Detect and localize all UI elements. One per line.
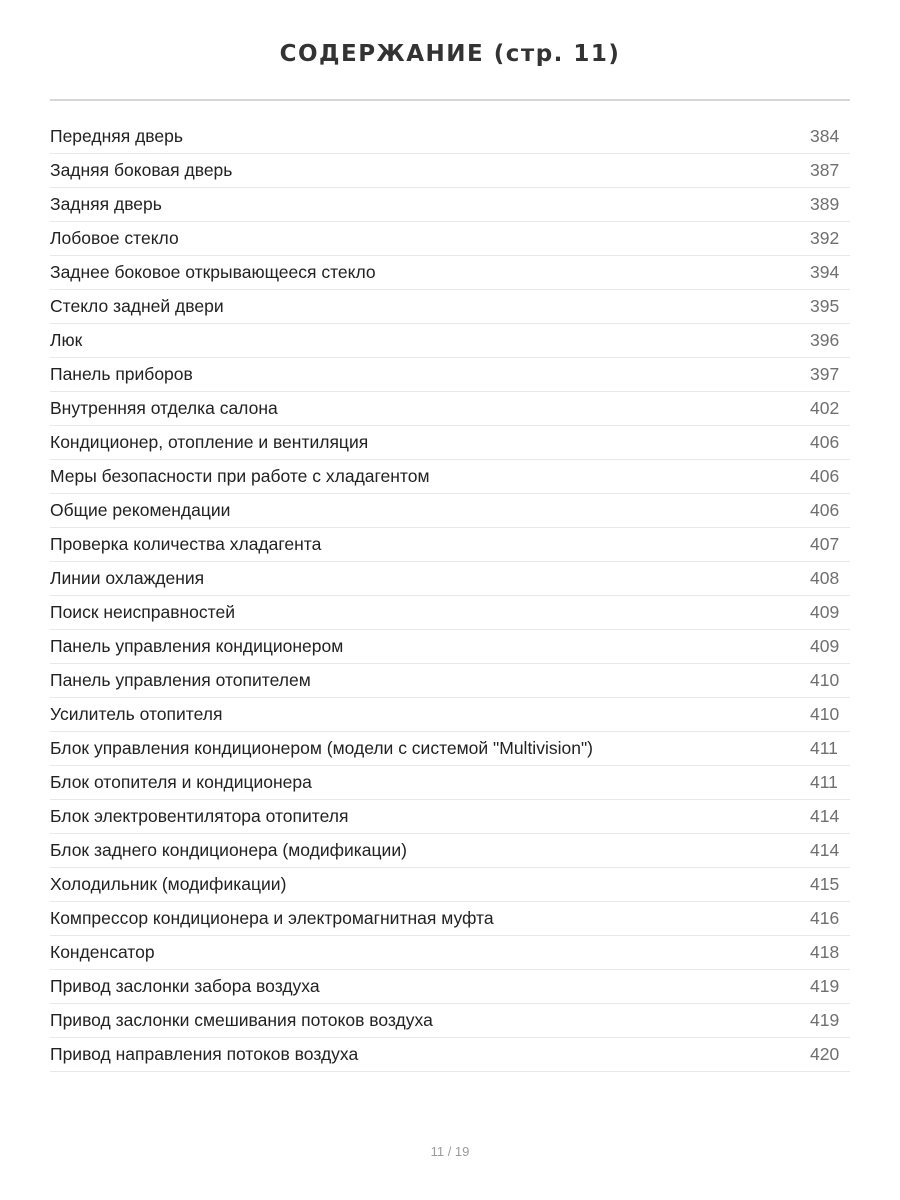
toc-entry-title: Холодильник (модификации)	[50, 874, 287, 894]
toc-entry-page: 389	[810, 194, 840, 214]
toc-entry-title: Меры безопасности при работе с хладагентом	[50, 466, 430, 486]
toc-row[interactable]	[50, 936, 850, 970]
toc-entry-page: 409	[810, 602, 840, 622]
toc-entry-title: Линии охлаждения	[50, 568, 205, 588]
toc-entry-page: 406	[810, 500, 840, 520]
toc-row[interactable]	[50, 358, 850, 392]
toc-entry-page: 407	[810, 534, 840, 554]
toc-entry-title: Привод заслонки смешивания потоков воздуха	[50, 1010, 433, 1030]
toc-row[interactable]	[50, 630, 850, 664]
toc-row[interactable]	[50, 562, 850, 596]
toc-entry-title: Кондиционер, отопление и вентиляция	[50, 432, 369, 452]
toc-row[interactable]	[50, 834, 850, 868]
toc-entry-title: Панель приборов	[50, 364, 193, 384]
toc-row[interactable]	[50, 222, 850, 256]
toc-row[interactable]	[50, 800, 850, 834]
toc-entry-page: 397	[810, 364, 840, 384]
toc-entry-title: Блок заднего кондиционера (модификации)	[50, 840, 407, 860]
toc-row[interactable]	[50, 392, 850, 426]
toc-entry-page: 415	[810, 874, 840, 894]
toc-entry-page: 420	[810, 1044, 840, 1064]
toc-entry-title: Лобовое стекло	[50, 228, 179, 248]
toc-row[interactable]	[50, 766, 850, 800]
toc-entry-page: 387	[810, 160, 840, 180]
toc-entry-page: 406	[810, 466, 840, 486]
toc-entry-page: 384	[810, 126, 840, 146]
toc-entry-page: 410	[810, 704, 840, 724]
toc-entry-title: Компрессор кондиционера и электромагнитная муфта	[50, 908, 494, 928]
toc-entry-title: Передняя дверь	[50, 126, 183, 146]
toc-entry-page: 419	[810, 976, 840, 996]
toc-row[interactable]	[50, 460, 850, 494]
toc-entry-title: Привод направления потоков воздуха	[50, 1044, 359, 1064]
toc-entry-page: 411	[810, 738, 838, 758]
toc-entry-page: 410	[810, 670, 840, 690]
toc-entry-page: 409	[810, 636, 840, 656]
toc-list	[50, 120, 850, 1072]
toc-entry-page: 414	[810, 806, 840, 826]
toc-row[interactable]	[50, 902, 850, 936]
toc-entry-title: Конденсатор	[50, 942, 155, 962]
title-divider	[50, 99, 850, 101]
toc-entry-title: Панель управления кондиционером	[50, 636, 344, 656]
toc-entry-page: 408	[810, 568, 840, 588]
toc-entry-title: Задняя боковая дверь	[50, 160, 233, 180]
toc-entry-title: Проверка количества хладагента	[50, 534, 322, 554]
toc-row[interactable]	[50, 664, 850, 698]
toc-entry-title: Люк	[50, 330, 83, 350]
toc-row[interactable]	[50, 290, 850, 324]
page-title: СОДЕРЖАНИЕ (стр. 11)	[279, 41, 621, 67]
toc-entry-title: Усилитель отопителя	[50, 704, 223, 724]
toc-row[interactable]	[50, 1038, 850, 1072]
toc-row[interactable]	[50, 868, 850, 902]
toc-entry-page: 418	[810, 942, 840, 962]
toc-entry-title: Блок управления кондиционером (модели с системой "Multivision")	[50, 738, 593, 758]
toc-entry-title: Поиск неисправностей	[50, 602, 235, 622]
toc-entry-page: 414	[810, 840, 840, 860]
toc-row[interactable]	[50, 698, 850, 732]
toc-entry-page: 395	[810, 296, 840, 316]
toc-entry-page: 411	[810, 772, 838, 792]
toc-entry-page: 394	[810, 262, 840, 282]
toc-row[interactable]	[50, 494, 850, 528]
toc-entry-title: Стекло задней двери	[50, 296, 224, 316]
toc-entry-title: Блок электровентилятора отопителя	[50, 806, 349, 826]
toc-row[interactable]	[50, 528, 850, 562]
toc-row[interactable]	[50, 1004, 850, 1038]
toc-row[interactable]	[50, 120, 850, 154]
toc-row[interactable]	[50, 596, 850, 630]
toc-entry-title: Блок отопителя и кондиционера	[50, 772, 312, 792]
toc-entry-page: 392	[810, 228, 840, 248]
toc-entry-title: Общие рекомендации	[50, 500, 231, 520]
toc-row[interactable]	[50, 188, 850, 222]
toc-entry-page: 416	[810, 908, 840, 928]
toc-entry-page: 402	[810, 398, 840, 418]
toc-entry-page: 396	[810, 330, 840, 350]
toc-entry-title: Задняя дверь	[50, 194, 162, 214]
page-indicator: 11 / 19	[430, 1144, 470, 1159]
toc-row[interactable]	[50, 256, 850, 290]
toc-row[interactable]	[50, 970, 850, 1004]
toc-row[interactable]	[50, 732, 850, 766]
toc-row[interactable]	[50, 324, 850, 358]
toc-row[interactable]	[50, 426, 850, 460]
toc-entry-title: Привод заслонки забора воздуха	[50, 976, 320, 996]
toc-entry-title: Панель управления отопителем	[50, 670, 311, 690]
toc-row[interactable]	[50, 154, 850, 188]
toc-entry-page: 406	[810, 432, 840, 452]
toc-entry-title: Заднее боковое открывающееся стекло	[50, 262, 376, 282]
toc-entry-title: Внутренняя отделка салона	[50, 398, 278, 418]
toc-entry-page: 419	[810, 1010, 840, 1030]
